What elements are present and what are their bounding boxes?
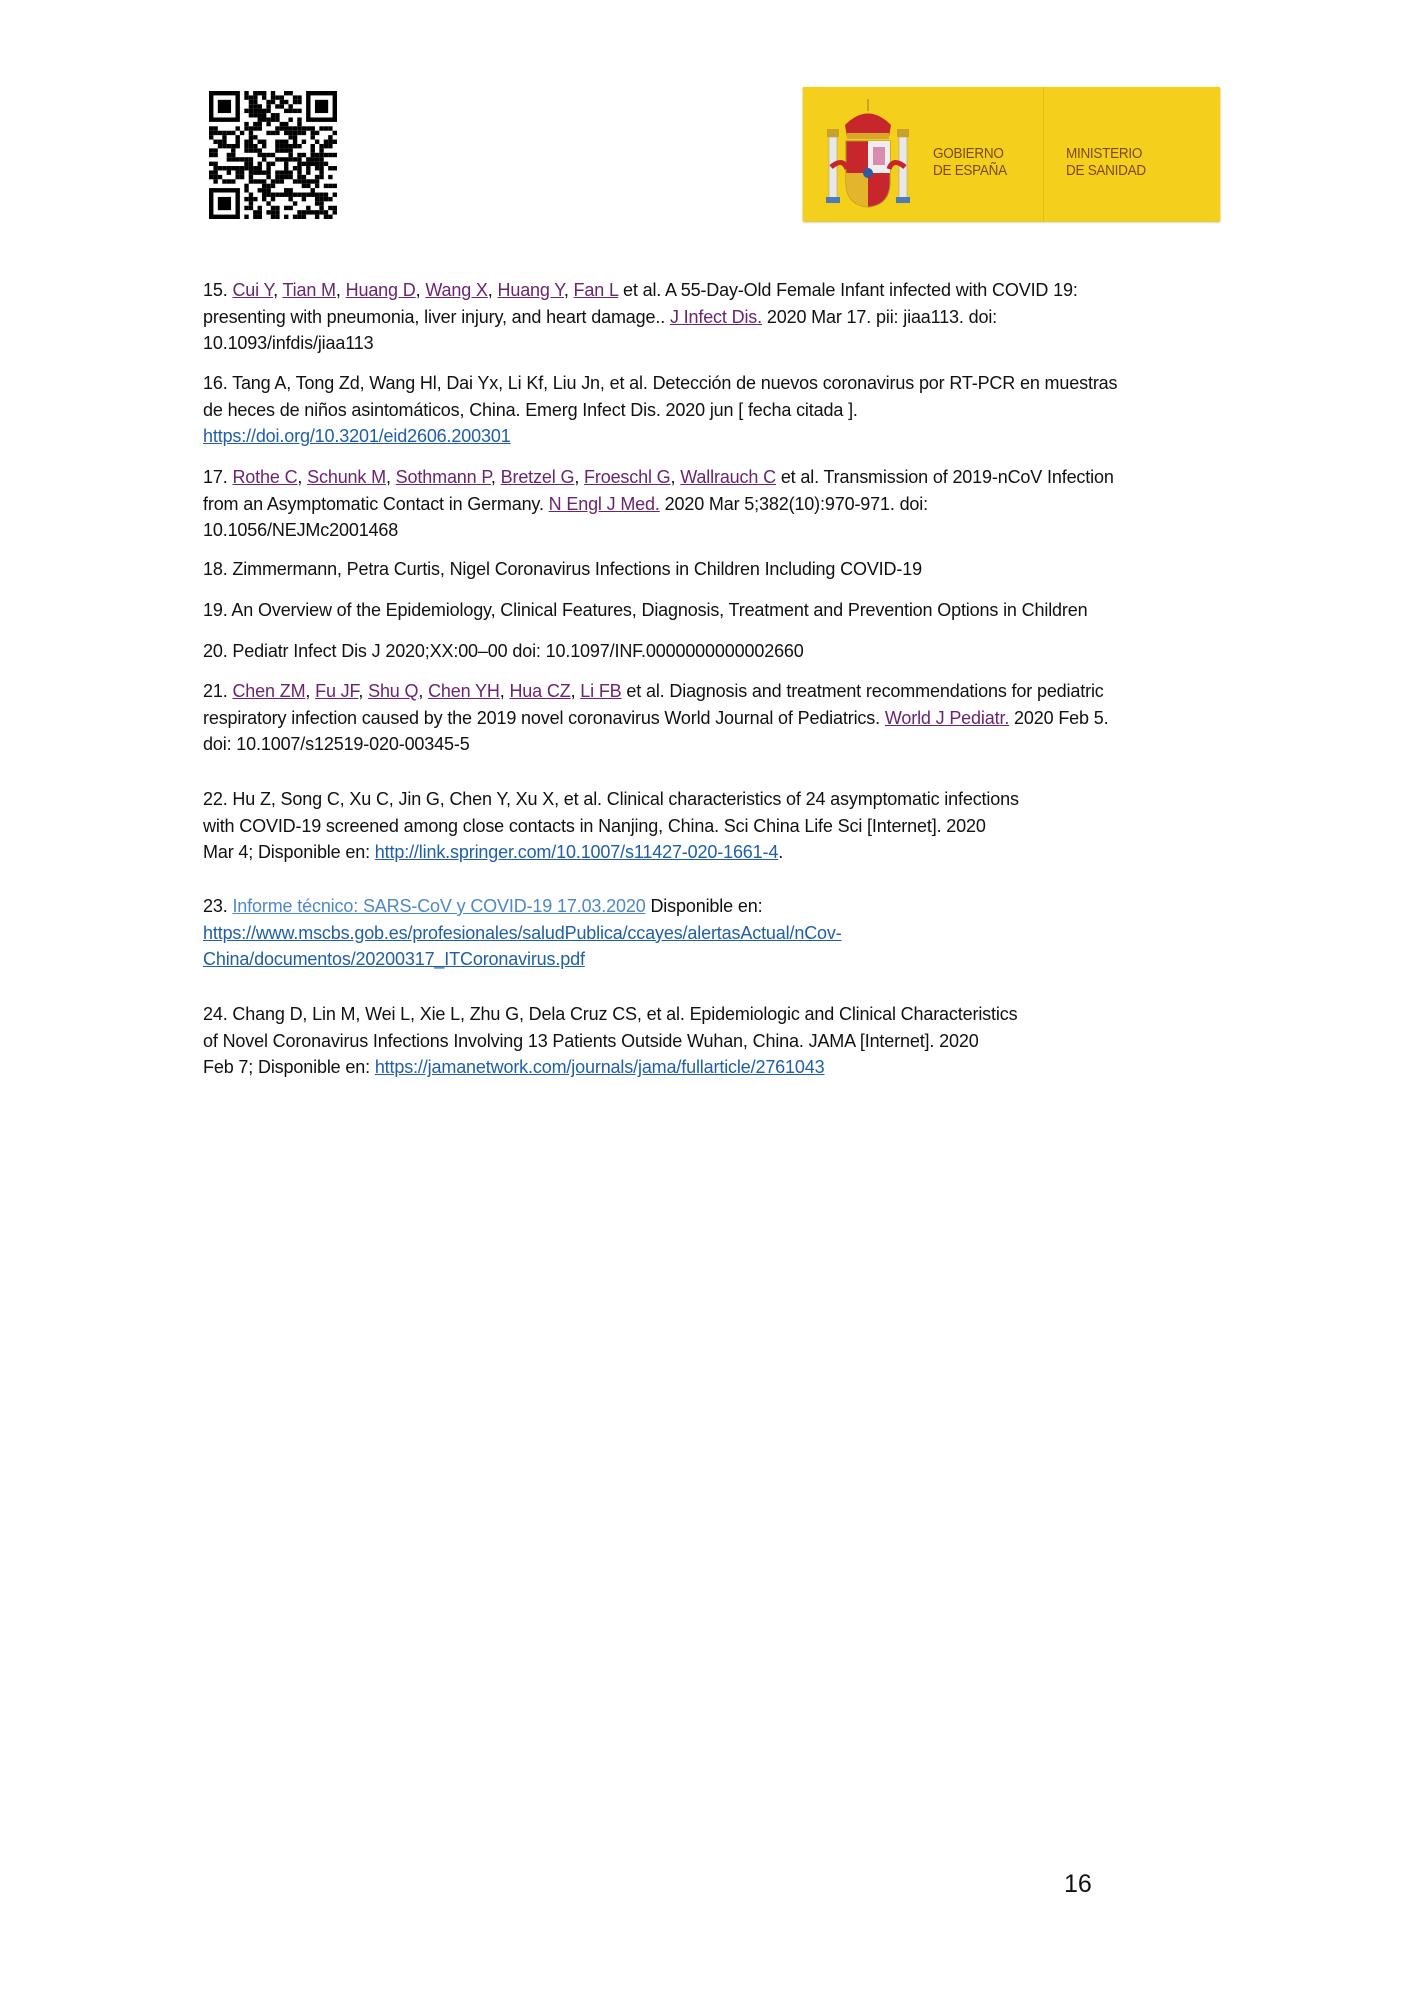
reference-text: 18. Zimmermann, Petra Curtis, Nigel Coronavirus Infections in Children Including COVID-19 [203, 559, 922, 579]
reference-text: , [670, 467, 681, 487]
reference-link[interactable]: Rothe C [232, 467, 298, 487]
reference-text: et al. Diagnosis and treatment recommendations for pediatric [621, 681, 1104, 701]
reference-line [203, 556, 922, 583]
reference-line [203, 330, 1078, 357]
reference-line [203, 277, 1078, 304]
reference-item [203, 893, 842, 973]
reference-text: 2020 Feb 5. [1009, 707, 1109, 728]
reference-item [203, 678, 1108, 758]
reference-link[interactable]: https://jamanetwork.com/journals/jama/fullarticle/2761043 [374, 1057, 825, 1078]
reference-text: 16. Tang A, Tong Zd, Wang Hl, Dai Yx, Li Kf, Liu Jn, et al. Detección de nuevos coronavirus por RT-PCR en muestras [203, 373, 1118, 393]
reference-link[interactable]: N Engl J Med. [548, 493, 660, 514]
reference-link[interactable]: Hua CZ [509, 681, 571, 701]
reference-line [203, 1054, 1017, 1081]
reference-line [203, 731, 1108, 758]
reference-text: 20. Pediatr Infect Dis J 2020;XX:00–00 doi: 10.1097/INF.0000000000002660 [203, 641, 804, 661]
reference-text: , [499, 681, 510, 701]
reference-link[interactable]: Bretzel G [500, 467, 575, 487]
reference-text: , [490, 467, 501, 487]
reference-link[interactable]: Schunk M [307, 467, 386, 487]
reference-link[interactable]: https://doi.org/10.3201/eid2606.200301 [203, 426, 511, 447]
reference-line [203, 397, 1117, 424]
reference-line [203, 786, 1019, 813]
logo-divider [1043, 87, 1044, 221]
reference-line [203, 705, 1108, 732]
reference-line [203, 1001, 1017, 1028]
reference-link[interactable]: Fan L [573, 280, 619, 300]
reference-item [203, 277, 1078, 357]
reference-line [203, 304, 1078, 331]
reference-text: 19. An Overview of the Epidemiology, Clinical Features, Diagnosis, Treatment and Prevention Options in Children [203, 600, 1088, 620]
coat-of-arms-icon [823, 97, 913, 213]
reference-link[interactable]: Sothmann P [395, 467, 491, 487]
reference-text: , [570, 681, 581, 701]
reference-text: Mar 4; Disponible en: [203, 842, 375, 863]
reference-link[interactable]: World J Pediatr. [884, 707, 1010, 728]
reference-text: 10.1056/NEJMc2001468 [203, 520, 399, 541]
reference-text: , [415, 280, 426, 300]
reference-text: , [487, 280, 498, 300]
qr-code [209, 91, 337, 219]
reference-link[interactable]: Huang Y [497, 280, 564, 300]
reference-link[interactable]: Shu Q [368, 681, 419, 701]
reference-line [203, 464, 1114, 491]
reference-item [203, 556, 922, 583]
reference-text: , [385, 467, 396, 487]
reference-link[interactable]: https://www.mscbs.gob.es/profesionales/saludPublica/ccayes/alertasActual/nCov- [203, 922, 842, 943]
reference-text: of Novel Coronavirus Infections Involving 13 Patients Outside Wuhan, China. JAMA [Internet]. 2020 [203, 1030, 979, 1051]
reference-line [203, 678, 1108, 705]
reference-text: , [563, 280, 574, 300]
reference-line [203, 893, 842, 920]
reference-link[interactable]: http://link.springer.com/10.1007/s11427-020-1661-4 [374, 842, 779, 863]
reference-line [203, 597, 1087, 624]
reference-line [203, 423, 1117, 450]
reference-text: Feb 7; Disponible en: [203, 1057, 375, 1078]
logo-text-sanidad: DE SANIDAD [1066, 162, 1146, 179]
reference-line [203, 370, 1117, 397]
gobierno-espana-logo [803, 87, 1220, 221]
reference-text: respiratory infection caused by the 2019 novel coronavirus World Journal of Pediatrics. [203, 707, 885, 728]
reference-line [203, 920, 842, 947]
logo-text-gobierno: GOBIERNO [933, 145, 1004, 162]
reference-text: 17. [203, 467, 233, 487]
reference-text: with COVID-19 screened among close contacts in Nanjing, China. Sci China Life Sci [Internet]. 2020 [203, 815, 986, 836]
reference-link[interactable]: Fu JF [315, 681, 359, 701]
reference-item [203, 464, 1114, 544]
reference-text: et al. Transmission of 2019-nCoV Infection [775, 467, 1114, 487]
reference-item [203, 1001, 1017, 1081]
reference-link[interactable]: Cui Y [232, 280, 274, 300]
reference-text: 22. Hu Z, Song C, Xu C, Jin G, Chen Y, Xu X, et al. Clinical characteristics of 24 asymptomatic infections [203, 789, 1019, 809]
reference-text: , [305, 681, 316, 701]
reference-text: 21. [203, 681, 233, 701]
reference-text: presenting with pneumonia, liver injury, and heart damage.. [203, 306, 670, 327]
reference-link[interactable]: Huang D [345, 280, 416, 300]
reference-text: 10.1093/infdis/jiaa113 [203, 333, 374, 354]
reference-text: , [335, 280, 346, 300]
logo-text-espana: DE ESPAÑA [933, 162, 1007, 179]
reference-text: 2020 Mar 17. pii: jiaa113. doi: [762, 306, 998, 327]
reference-text: , [273, 280, 283, 300]
reference-link[interactable]: Informe técnico: SARS-CoV y COVID-19 17.03.2020 [232, 896, 646, 916]
reference-link[interactable]: Wallrauch C [680, 467, 776, 487]
reference-item [203, 638, 804, 665]
reference-item [203, 786, 1019, 866]
reference-link[interactable]: Chen YH [428, 681, 500, 701]
reference-line [203, 638, 804, 665]
reference-link[interactable]: Chen ZM [232, 681, 306, 701]
logo-text-ministerio: MINISTERIO [1066, 145, 1143, 162]
reference-line [203, 491, 1114, 518]
reference-text: from an Asymptomatic Contact in Germany. [203, 493, 549, 514]
reference-item [203, 597, 1087, 624]
reference-link[interactable]: Tian M [282, 280, 336, 300]
reference-line [203, 1028, 1017, 1055]
reference-text: Disponible en: [645, 896, 763, 916]
page-number: 16 [1064, 1870, 1092, 1898]
reference-text: et al. A 55-Day-Old Female Infant infected with COVID 19: [618, 280, 1078, 300]
reference-line [203, 517, 1114, 544]
reference-link[interactable]: Froeschl G [584, 467, 671, 487]
reference-text: doi: 10.1007/s12519-020-00345-5 [203, 734, 470, 755]
reference-text: 23. [203, 896, 233, 916]
reference-line [203, 839, 1019, 866]
reference-line [203, 946, 842, 973]
reference-item [203, 370, 1117, 450]
reference-text: , [358, 681, 369, 701]
reference-text: . [778, 842, 784, 863]
reference-text: 24. Chang D, Lin M, Wei L, Xie L, Zhu G, Dela Cruz CS, et al. Epidemiologic and Clinical Characteristics [203, 1004, 1018, 1024]
reference-link[interactable]: Li FB [580, 681, 622, 701]
reference-text: de heces de niños asintomáticos, China. Emerg Infect Dis. 2020 jun [ fecha citada ]. [203, 399, 858, 420]
reference-link[interactable]: Wang X [425, 280, 488, 300]
reference-text: 2020 Mar 5;382(10):970-971. doi: [659, 493, 928, 514]
reference-link[interactable]: J Infect Dis. [669, 306, 763, 327]
reference-text: , [297, 467, 308, 487]
reference-line [203, 813, 1019, 840]
reference-link[interactable]: China/documentos/20200317_ITCoronavirus.pdf [203, 949, 585, 970]
reference-text: 15. [203, 280, 233, 300]
reference-text: , [418, 681, 429, 701]
reference-text: , [574, 467, 585, 487]
